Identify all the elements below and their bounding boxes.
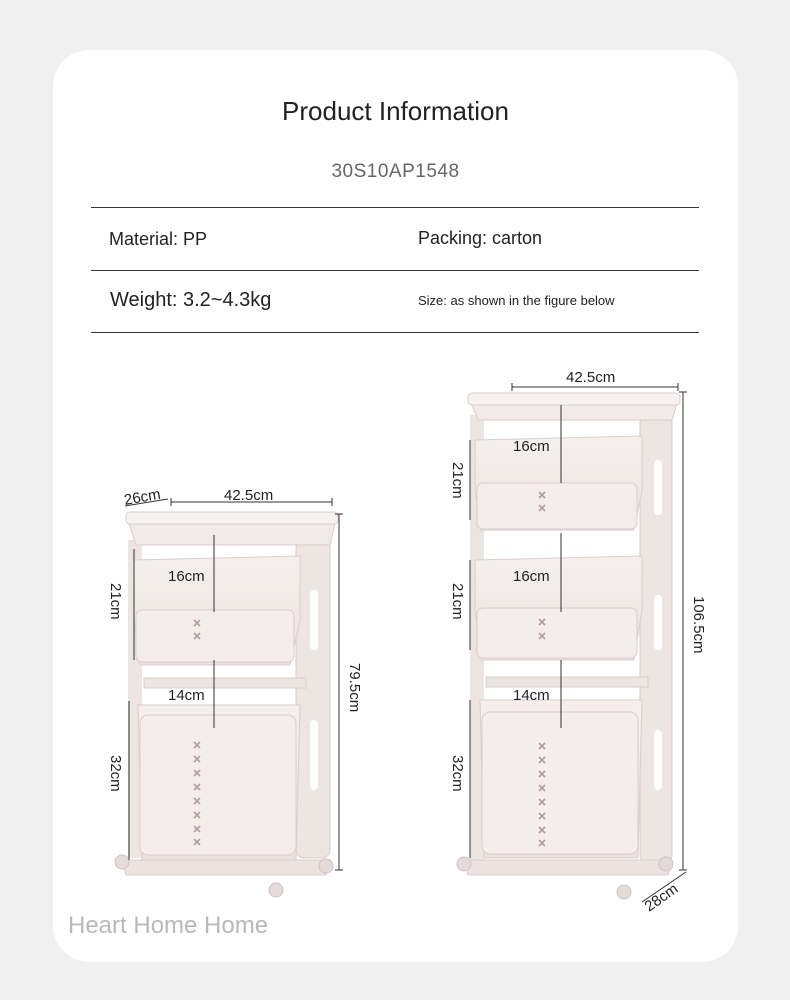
small-lower-basket-depth-label: 14cm xyxy=(168,687,205,704)
page-title: Product Information xyxy=(282,96,509,126)
large-depth-label: 28cm xyxy=(641,880,682,916)
large-basket1-depth-label: 16cm xyxy=(513,438,550,455)
large-cart-illustration xyxy=(457,393,680,899)
weight-label: Weight: 3.2~4.3kg xyxy=(110,289,272,311)
small-lower-basket-height-label: 32cm xyxy=(107,755,124,792)
small-width-label: 42.5cm xyxy=(224,487,274,504)
large-width-label: 42.5cm xyxy=(566,369,616,386)
brand-watermark: Heart Home Home xyxy=(68,912,269,939)
large-lower-basket-depth-label: 14cm xyxy=(513,687,550,704)
size-label: Size: as shown in the figure below xyxy=(418,293,615,308)
packing-label: Packing: carton xyxy=(418,228,543,248)
large-basket1-height-label: 21cm xyxy=(449,462,466,499)
large-basket2-height-label: 21cm xyxy=(449,583,466,620)
small-cart-illustration xyxy=(115,512,338,897)
small-total-height-label: 79.5cm xyxy=(346,663,363,713)
large-lower-basket-height-label: 32cm xyxy=(449,755,466,792)
small-upper-basket-depth-label: 16cm xyxy=(168,568,205,585)
small-upper-basket-height-label: 21cm xyxy=(107,583,124,620)
large-basket2-depth-label: 16cm xyxy=(513,568,550,585)
product-sku: 30S10AP1548 xyxy=(331,161,460,182)
large-total-height-label: 106.5cm xyxy=(690,596,707,654)
material-label: Material: PP xyxy=(109,229,208,249)
small-depth-label: 26cm xyxy=(122,485,162,509)
